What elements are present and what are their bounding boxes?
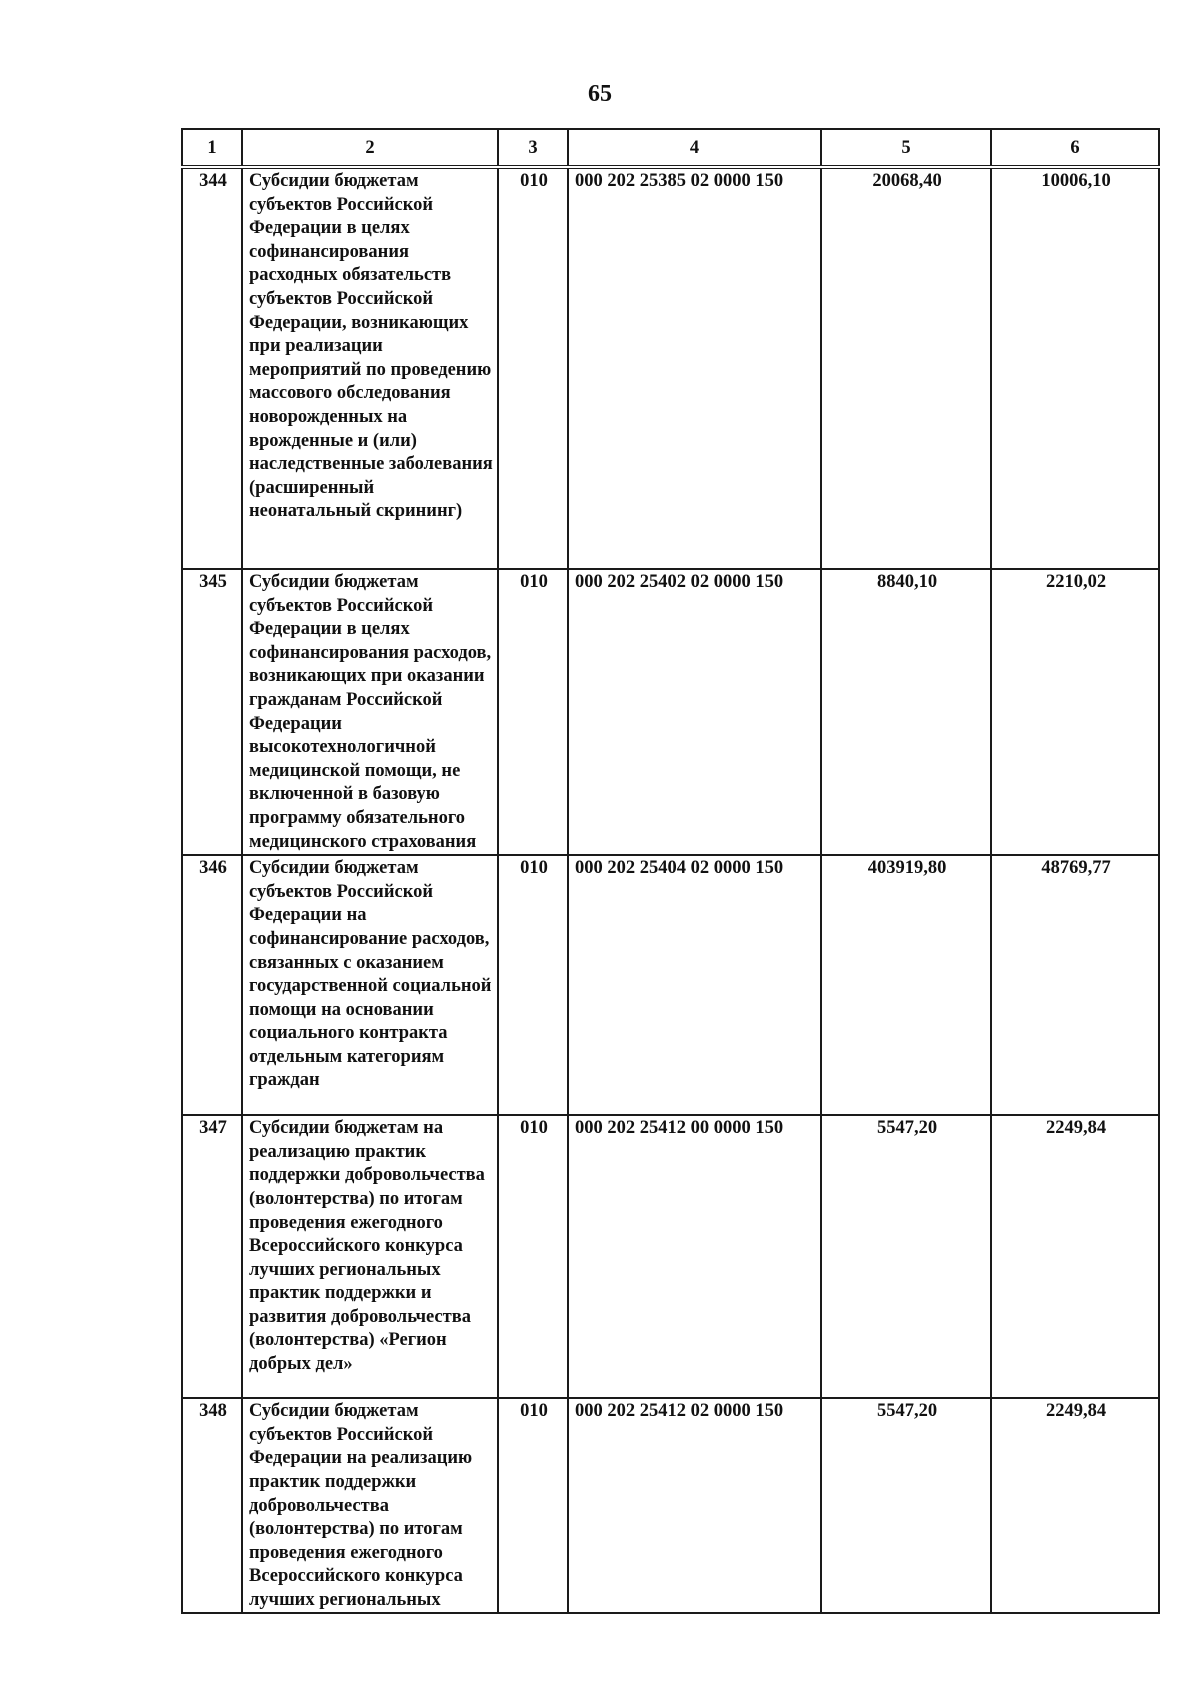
column-header-3: 3: [498, 129, 568, 167]
row-number: 346: [182, 855, 242, 1115]
row-admin-code: 010: [498, 855, 568, 1115]
column-header-4: 4: [568, 129, 821, 167]
table-row: [182, 1398, 1159, 1613]
row-amount-1: 403919,80: [821, 855, 991, 1115]
table-row: [182, 167, 1159, 569]
row-admin-code: 010: [498, 1115, 568, 1398]
table-row: [182, 569, 1159, 855]
column-header-5: 5: [821, 129, 991, 167]
row-name: Субсидии бюджетам на реализацию практик поддержки добровольчества (волонтерства) по итогам проведения ежегодного Всероссийского конкурса лучших региональных практик поддержки и развития добровольчества (волонтерства) «Регион добрых дел»: [242, 1115, 498, 1398]
row-kbk-code: 000 202 25402 02 0000 150: [568, 569, 821, 855]
row-amount-2: 48769,77: [991, 855, 1159, 1115]
row-name: Субсидии бюджетам субъектов Российской Федерации в целях софинансирования расходных обязательств субъектов Российской Федерации, возникающих при реализации мероприятий по проведению массового обследования новорожденных на врожденные и (или) наследственные заболевания (расширенный неонатальный скрининг): [242, 167, 498, 569]
row-name: Субсидии бюджетам субъектов Российской Федерации на реализацию практик поддержки добровольчества (волонтерства) по итогам проведения ежегодного Всероссийского конкурса лучших региональных: [242, 1398, 498, 1613]
row-number: 344: [182, 167, 242, 569]
row-name: Субсидии бюджетам субъектов Российской Федерации на софинансирование расходов, связанных с оказанием государственной социальной помощи на основании социального контракта отдельным категориям граждан: [242, 855, 498, 1115]
row-number: 348: [182, 1398, 242, 1613]
row-amount-1: 5547,20: [821, 1115, 991, 1398]
row-amount-2: 2210,02: [991, 569, 1159, 855]
row-kbk-code: 000 202 25385 02 0000 150: [568, 167, 821, 569]
row-kbk-code: 000 202 25412 02 0000 150: [568, 1398, 821, 1613]
row-amount-1: 8840,10: [821, 569, 991, 855]
column-header-6: 6: [991, 129, 1159, 167]
row-admin-code: 010: [498, 569, 568, 855]
table-header-row: [182, 129, 1159, 167]
row-kbk-code: 000 202 25404 02 0000 150: [568, 855, 821, 1115]
table-row: [182, 1115, 1159, 1398]
row-amount-1: 5547,20: [821, 1398, 991, 1613]
row-admin-code: 010: [498, 1398, 568, 1613]
row-admin-code: 010: [498, 167, 568, 569]
page-number: 65: [588, 81, 612, 107]
row-amount-2: 2249,84: [991, 1115, 1159, 1398]
table-row: [182, 855, 1159, 1115]
column-header-1: 1: [182, 129, 242, 167]
row-amount-2: 2249,84: [991, 1398, 1159, 1613]
row-amount-1: 20068,40: [821, 167, 991, 569]
column-header-2: 2: [242, 129, 498, 167]
row-number: 347: [182, 1115, 242, 1398]
budget-table: [181, 128, 1160, 1614]
row-number: 345: [182, 569, 242, 855]
row-kbk-code: 000 202 25412 00 0000 150: [568, 1115, 821, 1398]
row-amount-2: 10006,10: [991, 167, 1159, 569]
row-name: Субсидии бюджетам субъектов Российской Федерации в целях софинансирования расходов, возникающих при оказании гражданам Российской Федерации высокотехнологичной медицинской помощи, не включенной в базовую программу обязательного медицинского страхования: [242, 569, 498, 855]
